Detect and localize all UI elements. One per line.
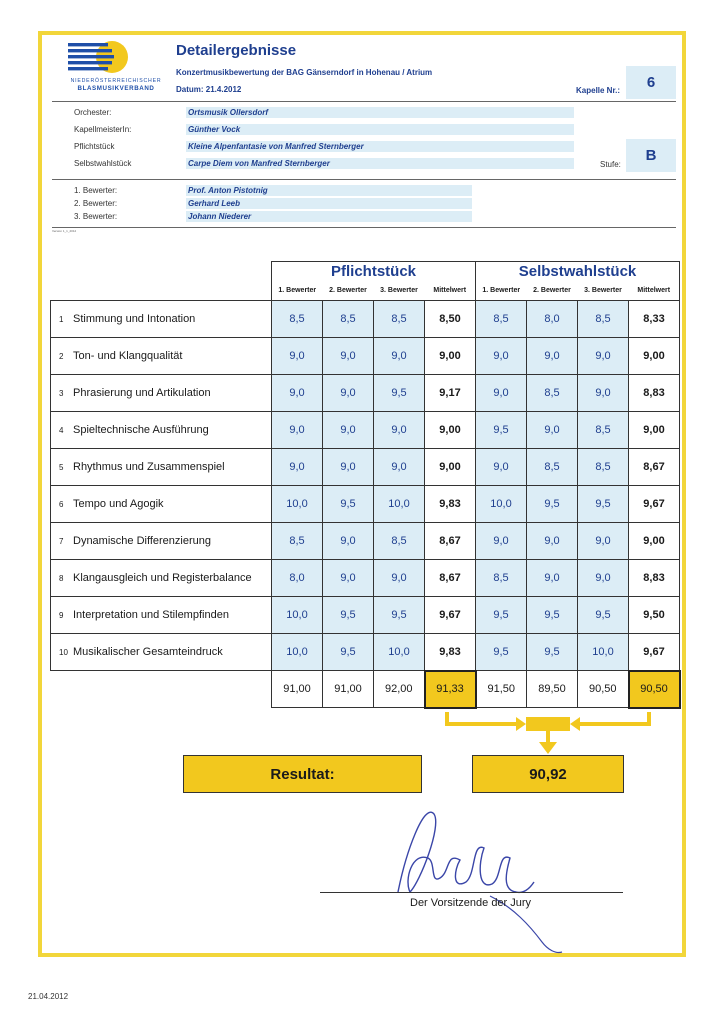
criterion-text: Dynamische Differenzierung xyxy=(73,535,211,547)
criterion-number: 3 xyxy=(59,389,64,398)
pflicht-score-judge-1: 10,0 xyxy=(272,634,323,671)
selbst-score-judge-3: 8,5 xyxy=(578,412,629,449)
criterion-label xyxy=(51,301,272,338)
pflicht-score-judge-2: 9,5 xyxy=(323,597,374,634)
table-row xyxy=(51,634,680,671)
selbst-score-judge-3: 9,5 xyxy=(578,486,629,523)
selbst-score-judge-2: 9,5 xyxy=(527,634,578,671)
criterion-text: Rhythmus und Zusammenspiel xyxy=(73,461,225,473)
selbst-score-judge-2: 8,5 xyxy=(527,375,578,412)
criterion-number: 8 xyxy=(59,574,64,583)
signature-line xyxy=(320,892,623,893)
selbst-mittelwert: 9,50 xyxy=(629,597,680,634)
merge-arrows xyxy=(430,710,662,756)
criterion-number: 6 xyxy=(59,500,64,509)
criterion-number: 9 xyxy=(59,611,64,620)
criterion-label xyxy=(51,634,272,671)
selbst-score-judge-3: 9,0 xyxy=(578,523,629,560)
table-row xyxy=(51,375,680,412)
total-selbst-judge-3: 90,50 xyxy=(578,671,629,708)
selbst-score-judge-1: 9,0 xyxy=(476,338,527,375)
kapelle-label: Kapelle Nr.: xyxy=(576,86,621,95)
event-subtitle: Konzertmusikbewertung der BAG Gänserndorf in Hohenau / Atrium xyxy=(176,68,433,77)
pflicht-score-judge-2: 9,0 xyxy=(323,560,374,597)
total-pflicht-judge-2: 91,00 xyxy=(323,671,374,708)
selbst-mittelwert: 9,00 xyxy=(629,523,680,560)
criterion-number: 1 xyxy=(59,315,64,324)
selbst-score-judge-2: 8,5 xyxy=(527,449,578,486)
pflicht-score-judge-2: 8,5 xyxy=(323,301,374,338)
criterion-number: 5 xyxy=(59,463,64,472)
pflichtstueck-value: Kleine Alpenfantasie von Manfred Sternberger xyxy=(186,141,574,152)
col-header-judge-3: 3. Bewerter xyxy=(374,281,425,301)
pflicht-mittelwert: 8,67 xyxy=(425,560,476,597)
selbst-score-judge-2: 9,5 xyxy=(527,597,578,634)
logo-line-2: BLASMUSIKVERBAND xyxy=(77,85,155,92)
pflicht-score-judge-1: 9,0 xyxy=(272,449,323,486)
pflicht-score-judge-3: 8,5 xyxy=(374,523,425,560)
pflicht-mittelwert: 9,00 xyxy=(425,449,476,486)
criterion-number: 10 xyxy=(59,648,68,657)
selbst-score-judge-2: 9,0 xyxy=(527,560,578,597)
divider xyxy=(52,179,676,180)
selbst-score-judge-2: 9,0 xyxy=(527,523,578,560)
judge-3-name: Johann Niederer xyxy=(186,211,472,222)
criterion-label xyxy=(51,486,272,523)
pflicht-mittelwert: 9,00 xyxy=(425,412,476,449)
pflicht-score-judge-1: 10,0 xyxy=(272,486,323,523)
selbst-mittelwert: 8,67 xyxy=(629,449,680,486)
table-row xyxy=(51,338,680,375)
criterion-number: 7 xyxy=(59,537,64,546)
pflicht-score-judge-3: 10,0 xyxy=(374,486,425,523)
col-header-mittelwert: Mittelwert xyxy=(425,281,476,301)
pflicht-score-judge-1: 9,0 xyxy=(272,412,323,449)
table-row xyxy=(51,523,680,560)
selbstwahlstueck-header: Selbstwahlstück xyxy=(476,262,680,281)
selbst-score-judge-2: 9,0 xyxy=(527,412,578,449)
pflicht-score-judge-2: 9,5 xyxy=(323,486,374,523)
selbst-score-judge-1: 9,5 xyxy=(476,597,527,634)
criterion-label xyxy=(51,560,272,597)
selbst-score-judge-1: 10,0 xyxy=(476,486,527,523)
pflicht-score-judge-1: 8,5 xyxy=(272,301,323,338)
pflicht-mittelwert: 8,50 xyxy=(425,301,476,338)
selbst-score-judge-3: 9,0 xyxy=(578,375,629,412)
selbst-score-judge-3: 10,0 xyxy=(578,634,629,671)
selbst-score-judge-1: 9,5 xyxy=(476,412,527,449)
criterion-number: 4 xyxy=(59,426,64,435)
pflicht-score-judge-3: 9,0 xyxy=(374,338,425,375)
table-row xyxy=(51,449,680,486)
selbst-score-judge-2: 8,0 xyxy=(527,301,578,338)
selbst-score-judge-1: 9,5 xyxy=(476,634,527,671)
selbst-mittelwert: 9,00 xyxy=(629,338,680,375)
pflicht-mittelwert: 9,83 xyxy=(425,486,476,523)
selbst-mittelwert: 9,00 xyxy=(629,412,680,449)
total-pflicht-judge-1: 91,00 xyxy=(272,671,323,708)
score-table xyxy=(50,261,681,709)
footer-date: 21.04.2012 xyxy=(28,992,69,1001)
criterion-label xyxy=(51,338,272,375)
criterion-text: Tempo und Agogik xyxy=(73,498,164,510)
result-value: 90,92 xyxy=(472,755,624,793)
criterion-label xyxy=(51,375,272,412)
orchester-label: Orchester: xyxy=(74,108,112,117)
pflicht-score-judge-1: 9,0 xyxy=(272,338,323,375)
col-header-judge-3: 3. Bewerter xyxy=(578,281,629,301)
selbst-score-judge-3: 9,5 xyxy=(578,597,629,634)
selbst-score-judge-3: 8,5 xyxy=(578,449,629,486)
criterion-label xyxy=(51,597,272,634)
divider xyxy=(52,101,676,102)
pflicht-score-judge-1: 9,0 xyxy=(272,375,323,412)
table-row xyxy=(51,301,680,338)
divider xyxy=(52,227,676,228)
pflicht-score-judge-3: 10,0 xyxy=(374,634,425,671)
selbstwahlstueck-value: Carpe Diem von Manfred Sternberger xyxy=(186,158,574,169)
pflicht-score-judge-3: 9,5 xyxy=(374,597,425,634)
jury-signature xyxy=(380,792,570,962)
pflicht-score-judge-2: 9,0 xyxy=(323,412,374,449)
table-corner xyxy=(51,262,272,301)
selbst-mittelwert: 8,83 xyxy=(629,560,680,597)
pflicht-mittelwert: 9,00 xyxy=(425,338,476,375)
total-pflicht-judge-3: 92,00 xyxy=(374,671,425,708)
table-row xyxy=(51,560,680,597)
pflicht-score-judge-2: 9,0 xyxy=(323,449,374,486)
selbst-score-judge-3: 9,0 xyxy=(578,338,629,375)
signature-caption: Der Vorsitzende der Jury xyxy=(410,897,532,909)
pflicht-mittelwert: 9,17 xyxy=(425,375,476,412)
version-note: Version 1_1_2012 xyxy=(52,229,77,233)
orchester-value: Ortsmusik Ollersdorf xyxy=(186,107,574,118)
total-selbst-judge-1: 91,50 xyxy=(476,671,527,708)
pflicht-score-judge-1: 8,5 xyxy=(272,523,323,560)
selbst-score-judge-3: 9,0 xyxy=(578,560,629,597)
pflicht-score-judge-1: 8,0 xyxy=(272,560,323,597)
criterion-label xyxy=(51,412,272,449)
table-row xyxy=(51,597,680,634)
criterion-text: Stimmung und Intonation xyxy=(73,313,196,325)
event-date: Datum: 21.4.2012 xyxy=(176,85,242,94)
criterion-number: 2 xyxy=(59,352,64,361)
col-header-mittelwert: Mittelwert xyxy=(629,281,680,301)
selbst-score-judge-1: 9,0 xyxy=(476,523,527,560)
selbst-score-judge-2: 9,5 xyxy=(527,486,578,523)
criterion-label xyxy=(51,523,272,560)
criterion-label xyxy=(51,449,272,486)
total-pflicht-mittelwert: 91,33 xyxy=(425,671,476,708)
criterion-text: Musikalischer Gesamteindruck xyxy=(73,646,223,658)
judge-2-name: Gerhard Leeb xyxy=(186,198,472,209)
totals-row xyxy=(51,671,680,708)
pflicht-mittelwert: 9,83 xyxy=(425,634,476,671)
pflicht-score-judge-3: 9,5 xyxy=(374,375,425,412)
result-label: Resultat: xyxy=(183,755,422,793)
criterion-text: Interpretation und Stilempfinden xyxy=(73,609,229,621)
pflicht-score-judge-3: 8,5 xyxy=(374,301,425,338)
selbstwahlstueck-label: Selbstwahlstück xyxy=(74,159,132,168)
kapellmeister-label: KapellmeisterIn: xyxy=(74,125,132,134)
criterion-text: Klangausgleich und Registerbalance xyxy=(73,572,252,584)
criterion-text: Phrasierung und Artikulation xyxy=(73,387,211,399)
judge-1-label: 1. Bewerter: xyxy=(74,186,118,195)
criterion-text: Spieltechnische Ausführung xyxy=(73,424,209,436)
pflicht-score-judge-2: 9,0 xyxy=(323,523,374,560)
pflicht-score-judge-1: 10,0 xyxy=(272,597,323,634)
judge-3-label: 3. Bewerter: xyxy=(74,212,118,221)
pflicht-score-judge-2: 9,0 xyxy=(323,338,374,375)
pflicht-score-judge-3: 9,0 xyxy=(374,449,425,486)
selbst-score-judge-1: 9,0 xyxy=(476,375,527,412)
blasmusikverband-logo xyxy=(64,40,168,96)
col-header-judge-1: 1. Bewerter xyxy=(476,281,527,301)
pflicht-score-judge-2: 9,5 xyxy=(323,634,374,671)
judge-1-name: Prof. Anton Pistotnig xyxy=(186,185,472,196)
pflicht-mittelwert: 8,67 xyxy=(425,523,476,560)
total-selbst-judge-2: 89,50 xyxy=(527,671,578,708)
selbst-score-judge-1: 8,5 xyxy=(476,301,527,338)
selbst-score-judge-1: 8,5 xyxy=(476,560,527,597)
table-row xyxy=(51,486,680,523)
pflicht-score-judge-3: 9,0 xyxy=(374,412,425,449)
col-header-judge-2: 2. Bewerter xyxy=(527,281,578,301)
kapellmeister-value: Günther Vock xyxy=(186,124,574,135)
selbst-score-judge-1: 9,0 xyxy=(476,449,527,486)
stufe-value: B xyxy=(626,139,676,172)
col-header-judge-1: 1. Bewerter xyxy=(272,281,323,301)
criterion-text: Ton- und Klangqualität xyxy=(73,350,183,362)
logo-line-1: NIEDERÖSTERREICHISCHER xyxy=(70,78,162,84)
selbst-mittelwert: 8,83 xyxy=(629,375,680,412)
pflichtstueck-label: Pflichtstück xyxy=(74,142,115,151)
pflicht-score-judge-3: 9,0 xyxy=(374,560,425,597)
pflicht-mittelwert: 9,67 xyxy=(425,597,476,634)
selbst-score-judge-2: 9,0 xyxy=(527,338,578,375)
stufe-label: Stufe: xyxy=(600,160,621,169)
selbst-mittelwert: 9,67 xyxy=(629,486,680,523)
totals-spacer xyxy=(51,671,272,708)
total-selbst-mittelwert: 90,50 xyxy=(629,671,680,708)
kapelle-number: 6 xyxy=(626,66,676,99)
selbst-mittelwert: 9,67 xyxy=(629,634,680,671)
pflichtstueck-header: Pflichtstück xyxy=(272,262,476,281)
col-header-judge-2: 2. Bewerter xyxy=(323,281,374,301)
page-title: Detailergebnisse xyxy=(176,42,297,59)
judge-2-label: 2. Bewerter: xyxy=(74,199,118,208)
selbst-score-judge-3: 8,5 xyxy=(578,301,629,338)
pflicht-score-judge-2: 9,0 xyxy=(323,375,374,412)
table-row xyxy=(51,412,680,449)
selbst-mittelwert: 8,33 xyxy=(629,301,680,338)
